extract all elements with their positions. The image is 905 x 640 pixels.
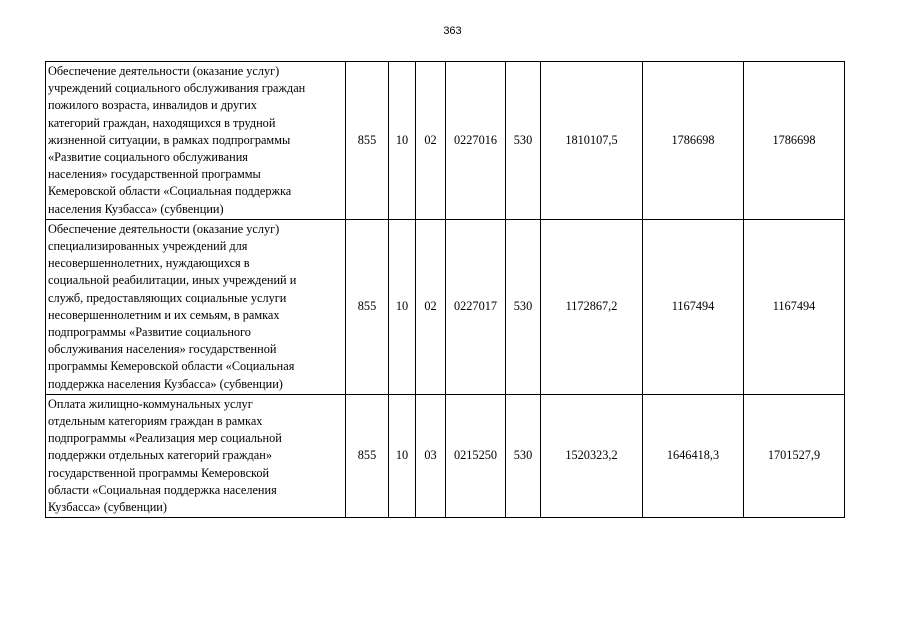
description-line: социальной реабилитации, иных учреждений и xyxy=(48,273,297,288)
description-line: категорий граждан, находящихся в трудной xyxy=(48,115,276,130)
description-line: пожилого возраста, инвалидов и других xyxy=(48,98,257,113)
section-code-cell: 10 xyxy=(389,219,416,394)
expense-type-cell: 530 xyxy=(506,394,541,517)
description-line: служб, предоставляющих социальные услуги xyxy=(48,290,287,305)
description-line: специализированных учреждений для xyxy=(48,239,248,254)
amount-year-1-cell: 1520323,2 xyxy=(541,394,643,517)
expense-type-cell: 530 xyxy=(506,62,541,220)
page-number: 363 xyxy=(443,25,462,37)
subsection-code-cell: 02 xyxy=(416,219,446,394)
amount-year-2-cell: 1167494 xyxy=(643,219,744,394)
description-line: населения» государственной программы xyxy=(48,167,261,182)
description-cell xyxy=(46,219,346,394)
expense-type-cell: 530 xyxy=(506,219,541,394)
description-line: поддержка населения Кузбасса» (субвенции) xyxy=(48,376,283,391)
target-article-cell: 0227017 xyxy=(446,219,506,394)
description-line: жизненной ситуации, в рамках подпрограммы xyxy=(48,132,291,147)
amount-year-3-cell: 1167494 xyxy=(744,219,845,394)
table-body xyxy=(46,62,845,518)
target-article-cell: 0215250 xyxy=(446,394,506,517)
description-line: «Развитие социального обслуживания xyxy=(48,150,248,165)
amount-year-2-cell: 1646418,3 xyxy=(643,394,744,517)
description-line: несовершеннолетним и их семьям, в рамках xyxy=(48,307,280,322)
ministry-code-cell: 855 xyxy=(346,219,389,394)
description-line: Кемеровской области «Социальная поддержка xyxy=(48,184,292,199)
description-line: Обеспечение деятельности (оказание услуг) xyxy=(48,221,280,236)
table-row xyxy=(46,62,845,220)
table-row xyxy=(46,219,845,394)
section-code-cell: 10 xyxy=(389,62,416,220)
description-line: подпрограммы «Развитие социального xyxy=(48,325,251,340)
subsection-code-cell: 03 xyxy=(416,394,446,517)
amount-year-3-cell: 1701527,9 xyxy=(744,394,845,517)
description-line: области «Социальная поддержка населения xyxy=(48,482,277,497)
description-line: отдельным категориям граждан в рамках xyxy=(48,414,263,429)
ministry-code-cell: 855 xyxy=(346,394,389,517)
description-line: Кузбасса» (субвенции) xyxy=(48,500,167,515)
amount-year-3-cell: 1786698 xyxy=(744,62,845,220)
description-line: учреждений социального обслуживания граждан xyxy=(48,81,306,96)
target-article-cell: 0227016 xyxy=(446,62,506,220)
description-line: государственной программы Кемеровской xyxy=(48,465,270,480)
section-code-cell: 10 xyxy=(389,394,416,517)
description-line: обслуживания населения» государственной xyxy=(48,342,277,357)
amount-year-2-cell: 1786698 xyxy=(643,62,744,220)
description-line: Обеспечение деятельности (оказание услуг) xyxy=(48,64,280,78)
amount-year-1-cell: 1172867,2 xyxy=(541,219,643,394)
description-line: населения Кузбасса» (субвенции) xyxy=(48,201,224,216)
description-cell xyxy=(46,394,346,517)
description-line: поддержки отдельных категорий граждан» xyxy=(48,448,272,463)
amount-year-1-cell: 1810107,5 xyxy=(541,62,643,220)
description-cell xyxy=(46,62,346,220)
subsection-code-cell: 02 xyxy=(416,62,446,220)
description-line: Оплата жилищно-коммунальных услуг xyxy=(48,396,253,411)
description-line: подпрограммы «Реализация мер социальной xyxy=(48,431,282,446)
ministry-code-cell: 855 xyxy=(346,62,389,220)
description-line: программы Кемеровской области «Социальная xyxy=(48,359,295,374)
description-line: несовершеннолетних, нуждающихся в xyxy=(48,256,250,271)
budget-table xyxy=(45,61,845,518)
table-row xyxy=(46,394,845,517)
